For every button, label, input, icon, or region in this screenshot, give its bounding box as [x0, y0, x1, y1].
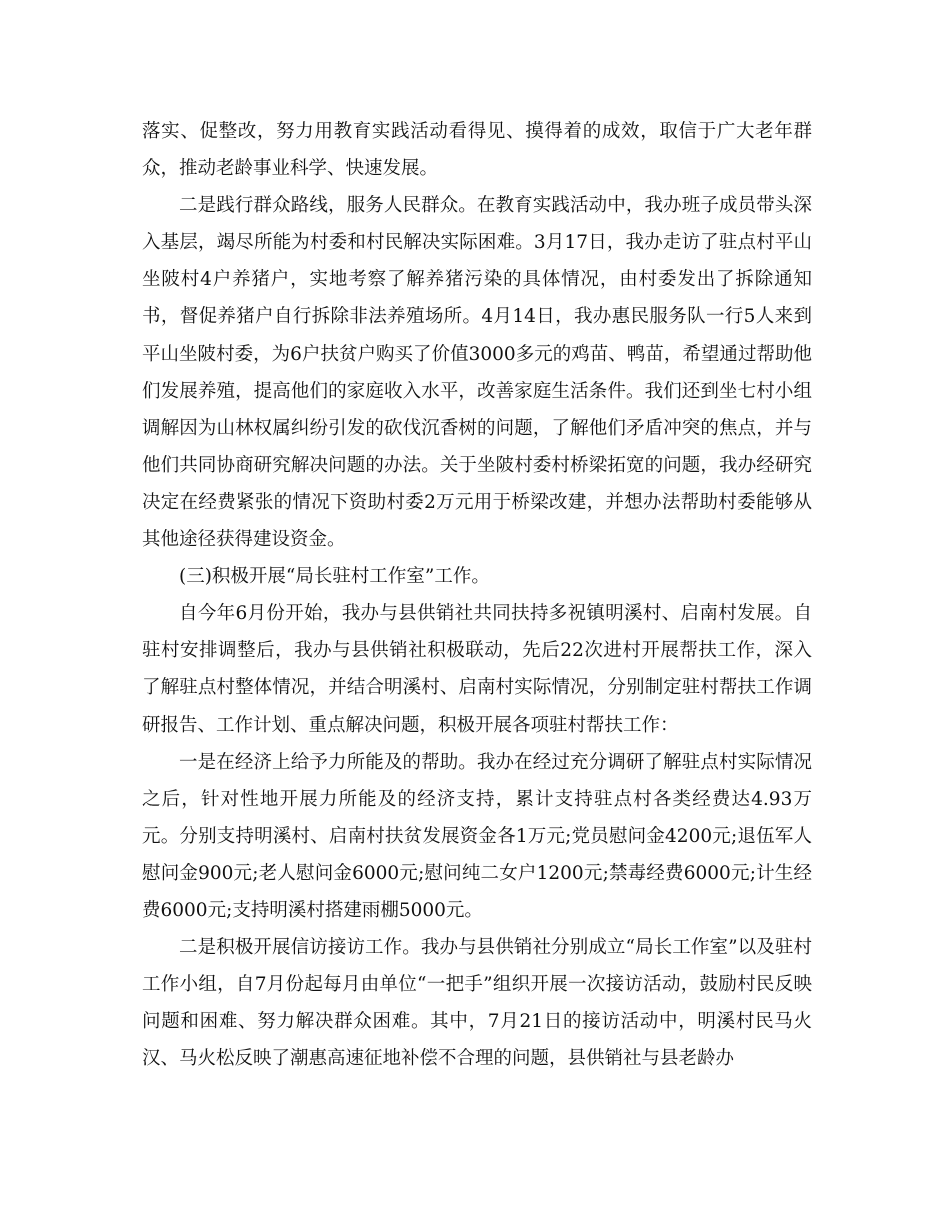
paragraph-1: 落实、促整改，努力用教育实践活动看得见、摸得着的成效，取信于广大老年群众，推动老龄事业科学、快速发展。	[142, 121, 812, 180]
paragraph-5: 一是在经济上给予力所能及的帮助。我办在经过充分调研了解驻点村实际情况之后，针对性地开展力所能及的经济支持，累计支持驻点村各类经费达4.93万元。分别支持明溪村、启南村扶贫发展资金各1万元;党员慰问金4200元;退伍军人慰问金900元;老人慰问金6000元;慰问纯二女户1200元;禁毒经费6000元;计生经费6000元;支持明溪村搭建雨棚5000元。	[142, 751, 812, 921]
paragraph-6: 二是积极开展信访接访工作。我办与县供销社分别成立“局长工作室”以及驻村工作小组，自7月份起每月由单位“一把手”组织开展一次接访活动，鼓励村民反映问题和困难、努力解决群众困难。其中，7月21日的接访活动中，明溪村民马火汉、马火松反映了潮惠高速征地补偿不合理的问题，县供销社与县老龄办	[142, 937, 812, 1070]
document-body	[142, 113, 812, 1077]
paragraph-4: 自今年6月份开始，我办与县供销社共同扶持多祝镇明溪村、启南村发展。自驻村安排调整后，我办与县供销社积极联动，先后22次进村开展帮扶工作，深入了解驻点村整体情况，并结合明溪村、启南村实际情况，分别制定驻村帮扶工作调研报告、工作计划、重点解决问题，积极开展各项驻村帮扶工作：	[142, 603, 812, 736]
section-heading-3: (三)积极开展“局长驻村工作室”工作。	[179, 566, 490, 588]
paragraph-2: 二是践行群众路线，服务人民群众。在教育实践活动中，我办班子成员带头深入基层，竭尽所能为村委和村民解决实际困难。3月17日，我办走访了驻点村平山坐陂村4户养猪户，实地考察了解养猪污染的具体情况，由村委发出了拆除通知书，督促养猪户自行拆除非法养殖场所。4月14日，我办惠民服务队一行5人来到平山坐陂村委，为6户扶贫户购买了价值3000多元的鸡苗、鸭苗，希望通过帮助他们发展养殖，提高他们的家庭收入水平，改善家庭生活条件。我们还到坐七村小组调解因为山林权属纠纷引发的砍伐沉香树的问题，了解他们矛盾冲突的焦点，并与他们共同协商研究解决问题的办法。关于坐陂村委村桥梁拓宽的问题，我办经研究决定在经费紧张的情况下资助村委2万元用于桥梁改建，并想办法帮助村委能够从其他途径获得建设资金。	[142, 195, 812, 551]
